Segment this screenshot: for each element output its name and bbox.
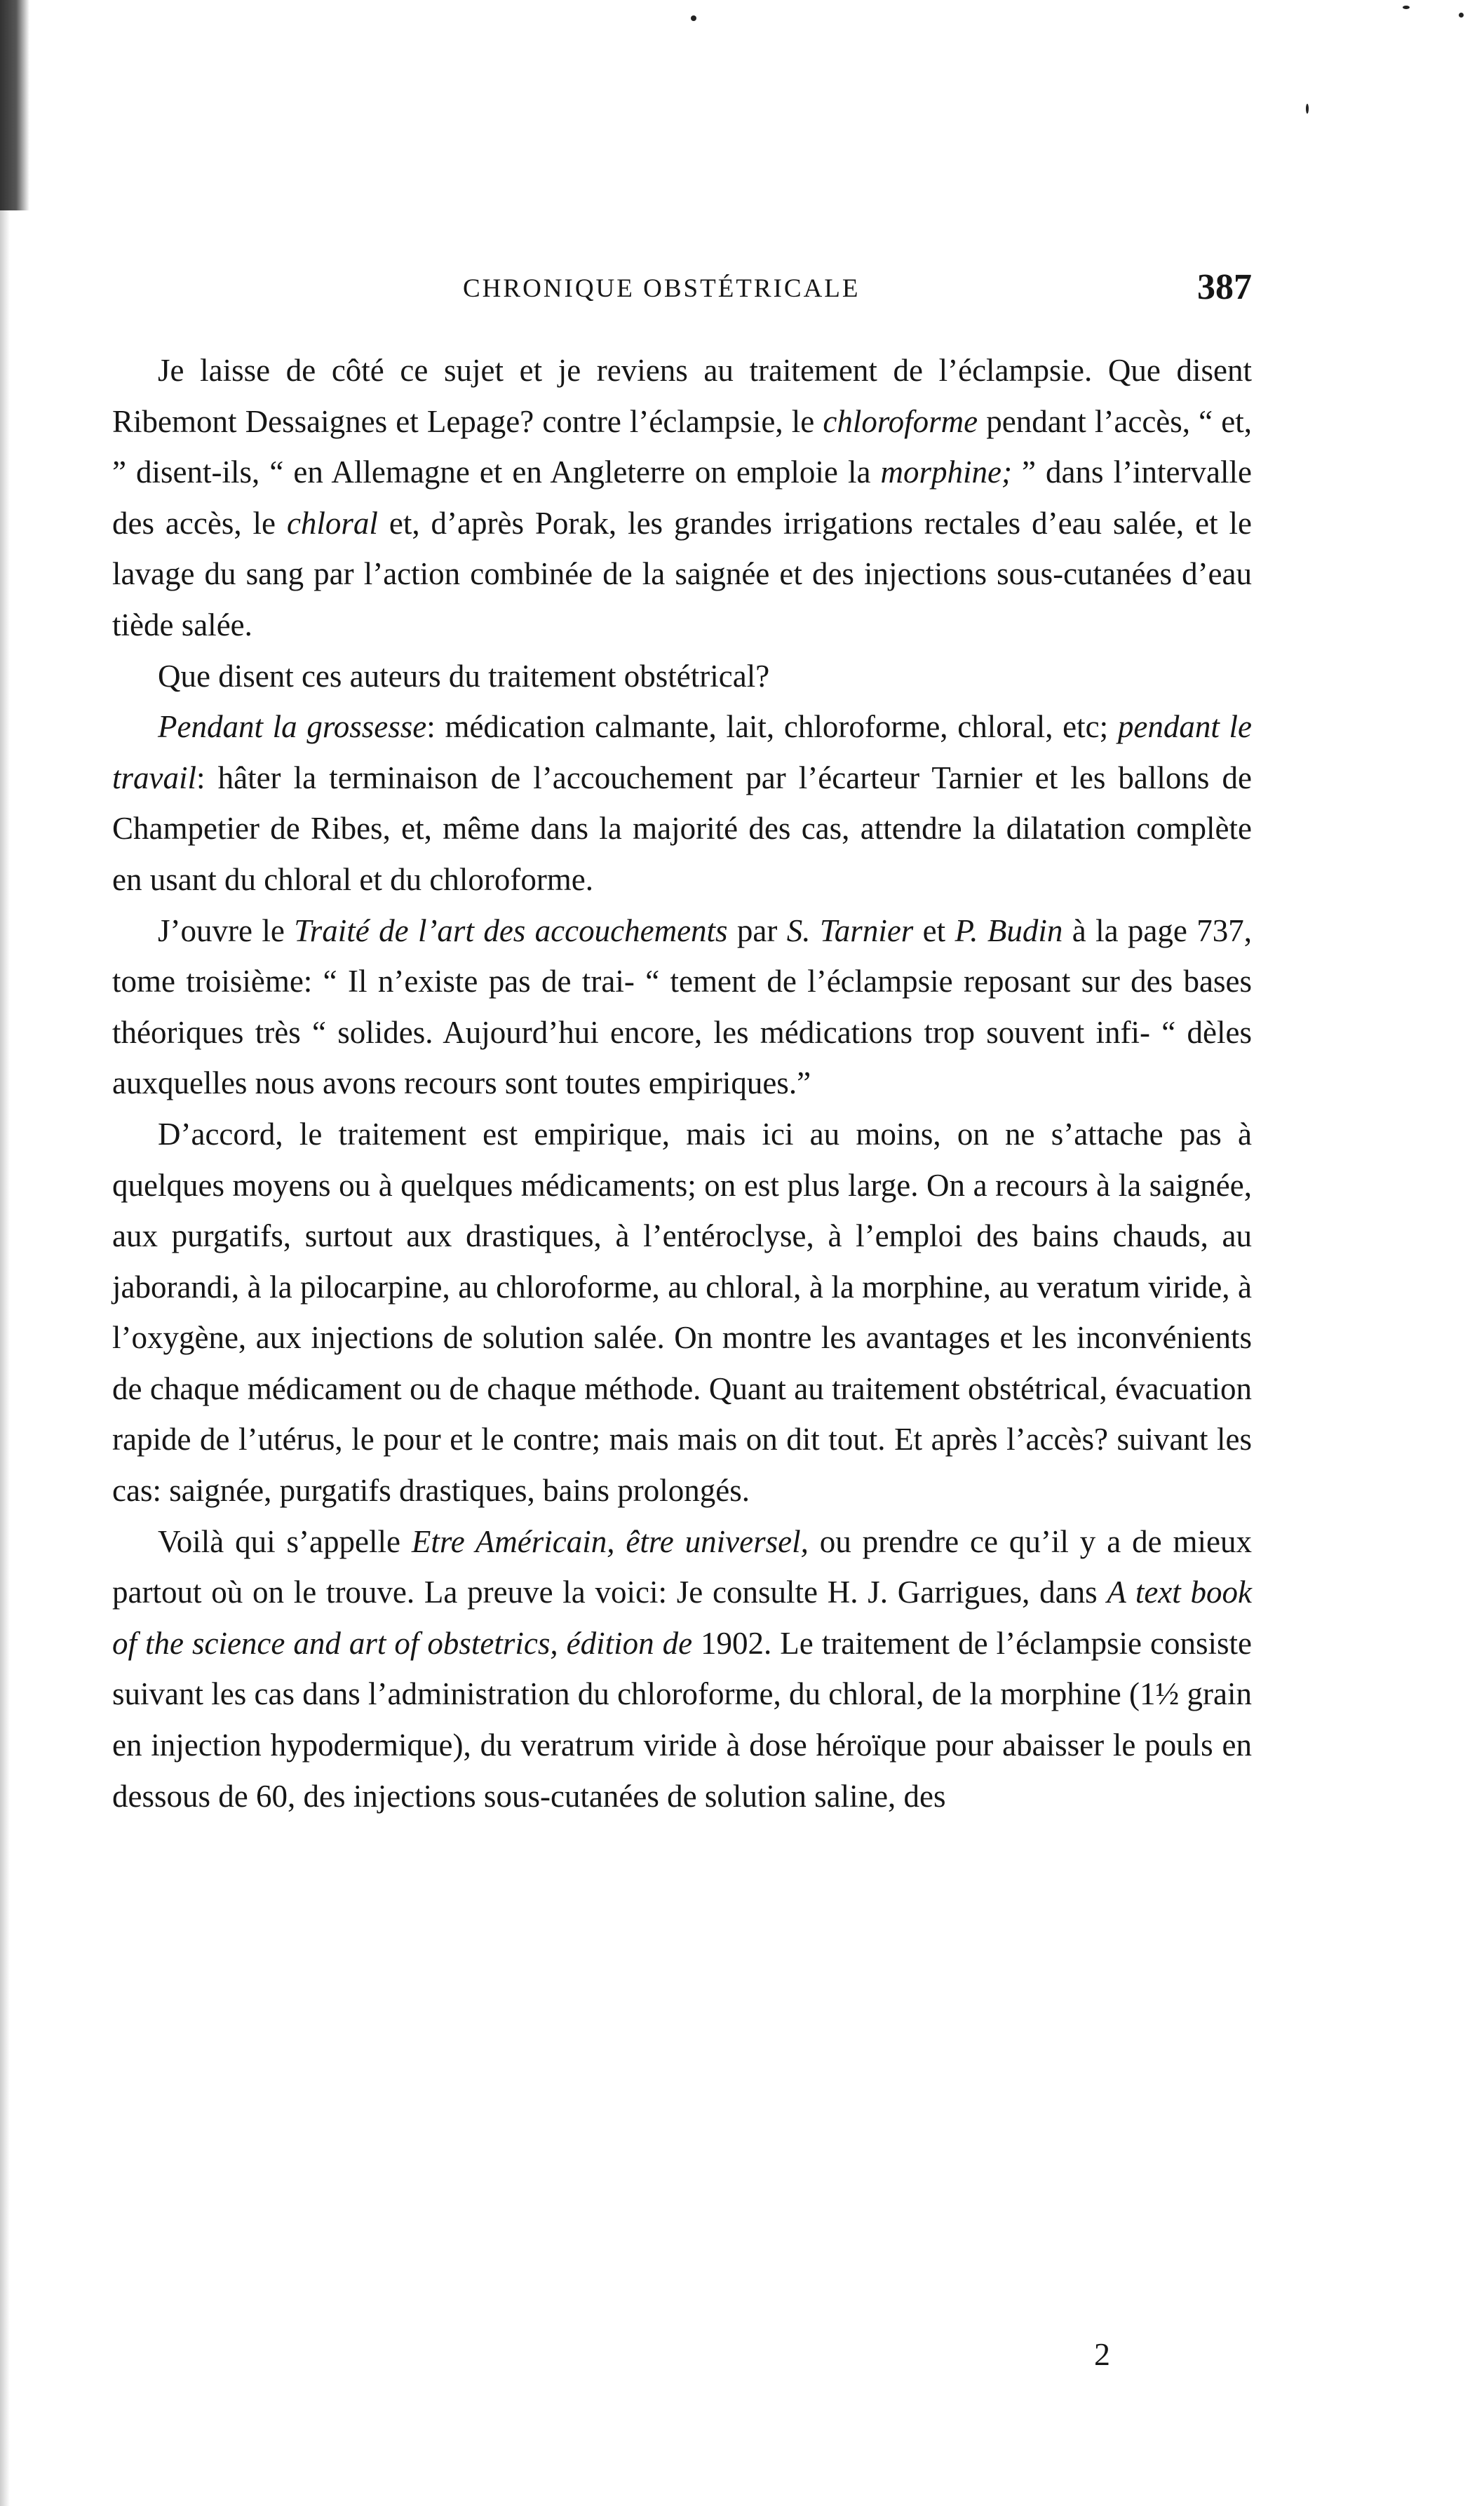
text-run: à la page 737, tome troisième: “ Il n’existe pas de trai- “ tement de l’éclampsie reposant sur des bases théoriques très “ solides. Aujourd’hui encore, les médications trop souvent infi- “ dèles auxquelles nous avons recours sont toutes empiriques.” bbox=[112, 912, 1253, 1101]
text-run: et bbox=[913, 912, 955, 948]
page-number: 387 bbox=[1197, 267, 1252, 307]
text-run: pendant l’accès, “ et, ” disent-ils, “ en Allemagne et en Angleterre on emploie la bbox=[112, 403, 1252, 490]
text-run: 1902. Le traitement de l’éclampsie consiste suivant les cas dans l’administration du chloroforme, du chloral, de la morphine (1½ grain en injection hypodermique), du veratrum viride à dose héroïque pour abaisser le pouls en dessous de 60, des injections sous-cutanées de solution saline, des bbox=[112, 1625, 1252, 1814]
italic-text: P. Budin bbox=[955, 912, 1063, 948]
paragraph bbox=[112, 905, 1252, 1109]
scan-shadow-edge bbox=[0, 0, 29, 210]
paragraph: D’accord, le traitement est empirique, mais ici au moins, on ne s’attache pas à quelques moyens ou à quelques médicaments; on est plus large. On a recours à la saignée, aux purgatifs, surtout aux drastiques, à l’entéroclyse, à l’emploi des bains chauds, au jaborandi, à la pilocarpine, au chloroforme, au chloral, à la morphine, au veratum viride, à l’oxygène, aux injections de solution salée. On montre les avantages et les inconvénients de chaque médicament ou de chaque méthode. Quant au traitement obstétrical, évacuation rapide de l’utérus, le pour et le contre; mais mais on dit tout. Et après l’accès? suivant les cas: saignée, purgatifs drastiques, bains prolongés. bbox=[112, 1116, 1252, 1509]
italic-text: morphine; bbox=[880, 454, 1012, 490]
text-run: par bbox=[727, 912, 787, 948]
text-run: : hâter la terminaison de l’accouchement par l’écarteur Tarnier et les ballons de Champetier de Ribes, et, même dans la majorité des cas, attendre la dilatation complète en usant du chloral et du chloroforme. bbox=[112, 760, 1252, 897]
text-run: J’ouvre le bbox=[158, 912, 295, 948]
scan-margin-shadow bbox=[0, 210, 10, 2506]
body-text bbox=[112, 345, 1252, 1821]
running-title: CHRONIQUE OBSTÉTRICALE bbox=[463, 274, 861, 303]
text-run: ” dans l’intervalle des accès, le bbox=[112, 454, 1252, 541]
text-run: Je laisse de côté ce sujet et je reviens au traitement de l’éclampsie. Que disent Ribemont Dessaignes et Lepage? contre l’éclampsie, le bbox=[112, 353, 1252, 439]
paragraph bbox=[112, 701, 1252, 905]
text-run: : médication calmante, lait, chloroforme, chloral, etc; bbox=[426, 709, 1118, 745]
italic-text: S. Tarnier bbox=[786, 912, 914, 948]
scan-speck bbox=[1459, 13, 1464, 18]
scan-speck bbox=[691, 15, 696, 21]
paragraph: Que disent ces auteurs du traitement obstétrical? bbox=[158, 658, 770, 694]
scan-speck bbox=[1306, 104, 1309, 114]
italic-text: A text book of the science and art of obstetrics, édition de bbox=[112, 1575, 1252, 1661]
running-head bbox=[112, 267, 1252, 316]
text-run: Voilà qui s’appelle bbox=[158, 1523, 412, 1559]
italic-text: Traité de l’art des accouchements bbox=[294, 912, 728, 948]
italic-text: pendant le travail bbox=[112, 709, 1253, 795]
italic-text: Pendant la grossesse bbox=[158, 709, 427, 745]
italic-text: chloroforme bbox=[823, 403, 978, 439]
italic-text: chloral bbox=[286, 505, 378, 541]
signature-mark: 2 bbox=[1094, 2336, 1110, 2372]
italic-text: Etre Américain, être universel, bbox=[411, 1523, 809, 1559]
scan-speck bbox=[1403, 6, 1410, 9]
text-run: et, d’après Porak, les grandes irrigations rectales d’eau salée, et le lavage du sang par l’action combinée de la saignée et des injections sous-cutanées d’eau tiède salée. bbox=[112, 505, 1252, 642]
text-run: ou prendre ce qu’il y a de mieux partout où on le trouve. La preuve la voici: Je consulte H. J. Garrigues, dans bbox=[112, 1523, 1252, 1610]
paragraph bbox=[112, 345, 1252, 651]
paragraph bbox=[112, 1516, 1252, 1822]
